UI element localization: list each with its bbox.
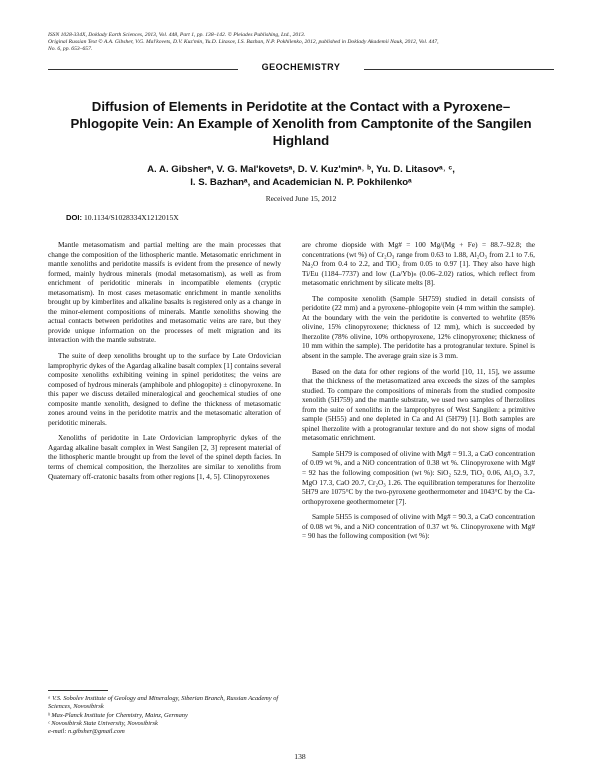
paragraph: Xenoliths of peridotite in Late Ordovician lamprophyric dykes of the Agardag alkaline basalt complex in West Sangilen [2, 3] represent material of the lithospheric mantle brought up from the level of the spinel depth facies. In terms of chemical composition, the lherzolites are similar to xenoliths from Quaternary off-cratonic basalts from other regions [1, 4, 5]. Clinopyroxenes [48,433,281,481]
journal-header [48,32,554,53]
paragraph: The suite of deep xenoliths brought up to the surface by Late Ordovician lamprophyric dykes of the Agardag alkaline basalt complex [1] contains several composite xenoliths exhibiting veining in spinel peridotites; the veins are composed of hydrous minerals (amphibole and phlogopite) ± clinopyroxene. In this paper we discuss detailed mineralogical and geochemical studies of one composite mantle xenolith, designed to define the thickness of metasomatic zones around veins in the peridotite matrix and the metasomatic alteration of peridotitic minerals. [48,351,282,427]
paragraph: Sample 5H55 is composed of olivine with Mg# = 90.3, a CaO concentration of 0.08 wt %, and a NiO concentration of 0.37 wt %. Clinopyroxene with Mg# = 90 has the following composition (wt %): [302,512,535,541]
page-number: 138 [294,752,306,761]
affiliation-b: ᵇ Max-Planck Institute for Chemistry, Mainz, Germany [48,711,188,719]
received-date: Received June 15, 2012 [265,194,337,203]
author-list [70,164,532,189]
paragraph: Based on the data for other regions of the world [10, 11, 15], we assume that the thickness of the metasomatized area exceeds the sizes of the samples studied. To compare the compositions of minerals from the studied composite xenolith (5H759) and the mantle substrate, we used two samples of lherzolites from the suite of xenoliths in the lamprophyres of West Sangilen: a primitive sample (5H55) and one depleted in Ca and Al (5H79) [1]. Both samples are spinel lherzolite with a protogranular texture and do not show signs of modal metasomatic enrichment. [302,366,535,443]
paragraph: Sample 5H79 is composed of olivine with Mg# = 91.3, a CaO concentration of 0.09 wt %, and a NiO concentration of 0.38 wt %. Clinopyroxene with Mg# = 92 has the following composition (wt %): SiO₂ 52.9, TiO₂ 0.06, Al₂O₃ 3.7, MgO 17.3, CaO 20.7, Cr₂O₃ 1.26. The equilibration temperatures for lherzolite 5H79 are 1075°C by the two-pyroxene geothermometer and 1043°C by the Ca-orthopyroxene geothermometer [7]. [302,448,535,506]
header-line-1: ISSN 1028-334X, Doklady Earth Sciences, 2013, Vol. 448, Part 1, pp. 138–142. © Pleiades Publishing, Ltd., 2013. [48,32,306,38]
header-line-3: No. 6, pp. 653–657. [48,46,93,52]
affiliation-a: ᵃ V.S. Sobolev Institute of Geology and Mineralogy, Siberian Branch, Russian Academy of Sciences, Novosibirsk [48,695,279,711]
authors-line-1: A. A. Gibsherᵃ, V. G. Mal'kovetsᵃ, D. V. Kuz'minᵃ˒ ᵇ, Yu. D. Litasovᵃ˒ ᶜ, [147,164,455,175]
body-column-left [48,240,281,487]
header-line-2: Original Russian Text © A.A. Gibsher, V.G. Mal'kovets, D.V. Kuz'min, Yu.D. Litasov, I.S. Bazhan, N.P. Pokhilenko, 2012, published in Doklady Akademii Nauk, 2012, Vol. 447, [48,39,439,45]
affiliation-c: ᶜ Novosibirsk State University, Novosibirsk [48,719,158,727]
affiliations [48,690,281,736]
article-title: Diffusion of Elements in Peridotite at the Contact with a Pyroxene–Phlogopite Vein: An Example of Xenolith from Camptonite of the Sangilen Highland [70,99,532,148]
doi-line [66,213,179,222]
paragraph: are chrome diopside with Mg# = 100 Mg/(Mg + Fe) = 88.7–92.8; the concentrations (wt %) of Cr₂O₃ range from 0.63 to 1.88, Al₂O₃ from 2.1 to 7.6, Na₂O from 0.4 to 2.2, and TiO₂ from 0.05 to 0.97 [1]. They also have high Ti/Eu (1184–7737) and low (La/Yb)ₙ (0.06–2.02) ratios, which reflect from metasomatic enrichment by silicate melts [8]. [302,240,535,288]
paragraph: Mantle metasomatism and partial melting are the main processes that change the composition of the lithospheric mantle. Metasomatic enrichment in mantle xenoliths and peridotite massifs is evident from the presence of newly formed, mainly hydrous minerals (modal metasomatism), as well as from enrichment of peridotitic minerals in incompatible elements (cryptic metasomatism). In most cases metasomatic enrichment in mantle xenoliths brought up by kimberlites and alkaline basalts is registered only as a change in the minor-element compositions of minerals. Mantle xenoliths showing the actual contacts between peridotites and metasomatic veins are rare, but they provide unique information on the processes of melt migration and its interaction with the mantle substrate. [48,240,281,345]
footnote-rule [48,690,108,691]
paragraph: The composite xenolith (Sample 5H759) studied in detail consists of peridotite (22 mm) and a pyroxene–phlogopite vein (4 mm within the sample). At the boundary with the vein the peridotite is converted to wehrlite (85% olivine, 15% clinopyroxene; thickness of 12 mm), which is succeeded by lherzolite (78% olivine, 10% orthopyroxene, 12% clinopyroxene; thickness of 10 mm within the sample). The peridotite has a protogranular texture. Spinel is absent in the sample. The average grain size is 3 mm. [302,293,535,361]
section-label: GEOCHEMISTRY [261,62,341,72]
authors-line-2: I. S. Bazhanᵃ, and Academician N. P. Pokhilenkoᵃ [190,176,412,188]
section-heading [48,62,554,76]
doi-value[interactable]: 10.1134/S1028334X1212015X [83,213,179,222]
doi-label: DOI: [66,213,83,222]
contact-email[interactable]: e-mail: n.gibsher@gmail.com [48,728,125,736]
body-column-right [302,240,535,547]
section-rule-right [364,69,554,70]
